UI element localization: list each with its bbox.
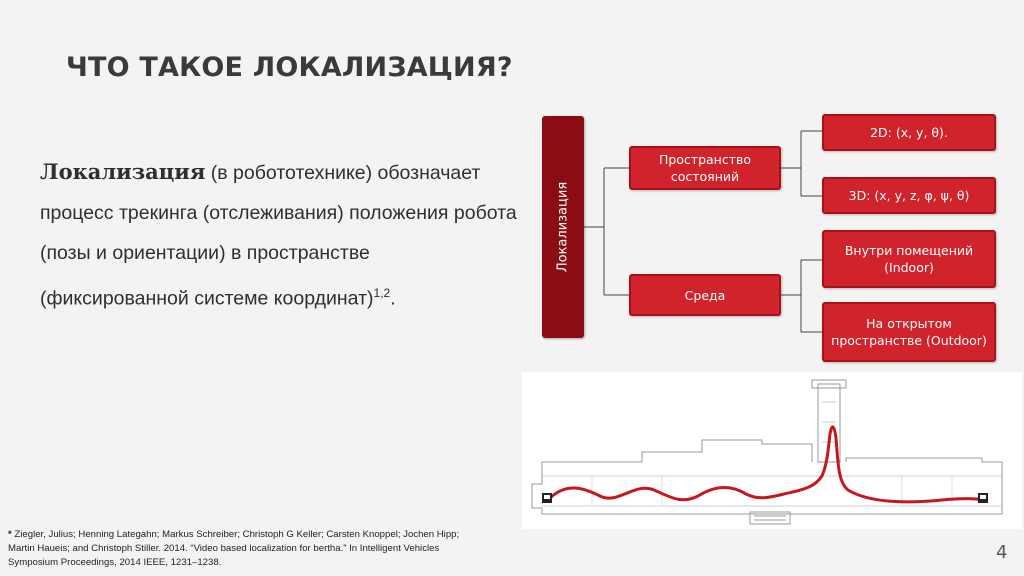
diagram-leaf-outdoor (822, 302, 996, 362)
definition-superscript: 1,2 (373, 286, 391, 300)
diagram-root-label: Локализация (555, 181, 571, 273)
diagram-leaf-3d (822, 177, 996, 214)
diagram-leaf-2d (822, 114, 996, 151)
leaf-2d-label: 2D: (x, y, θ). (870, 125, 948, 140)
footnote-reference (8, 528, 468, 570)
definition-text: (в робототехнике) обозначает процесс трекинга (отслеживания) положения робота (позы и ориентации) в пространстве (фиксированной системе координат) (40, 162, 517, 310)
branch-environment-label: Среда (684, 287, 726, 303)
leaf-outdoor-label: На открытом пространстве (Outdoor) (831, 316, 987, 348)
diagram-root-box (542, 116, 584, 338)
diagram-branch-state-space (629, 146, 781, 190)
robot-end-icon (978, 493, 988, 503)
branch-state-space-label: Пространство состояний (658, 152, 752, 184)
page-number: 4 (996, 542, 1008, 563)
definition-end: . (390, 287, 396, 310)
footnote-marker: * (8, 529, 15, 540)
diagram-leaf-indoor (822, 230, 996, 288)
robot-start-icon (542, 493, 552, 503)
definition-paragraph (40, 152, 520, 319)
leaf-3d-label: 3D: (x, y, z, φ, ψ, θ) (848, 188, 970, 203)
definition-term: Локализация (40, 159, 206, 184)
floorplan-map-image (522, 372, 1022, 529)
leaf-indoor-label: Внутри помещений (Indoor) (844, 243, 974, 275)
slide-title: ЧТО ТАКОЕ ЛОКАЛИЗАЦИЯ? (66, 52, 513, 83)
footnote-text: Ziegler, Julius; Henning Lategahn; Markus Schreiber; Christoph G Keller; Carsten Knoppel; Jochen Hipp; Martin Haueis; and Christoph Stiller. 2014. “Video based localization for bertha.” In Intelligent Vehicles Symposium Proceedings, 2014 IEEE, 1231–1238. (8, 529, 460, 568)
diagram-branch-environment (629, 274, 781, 316)
